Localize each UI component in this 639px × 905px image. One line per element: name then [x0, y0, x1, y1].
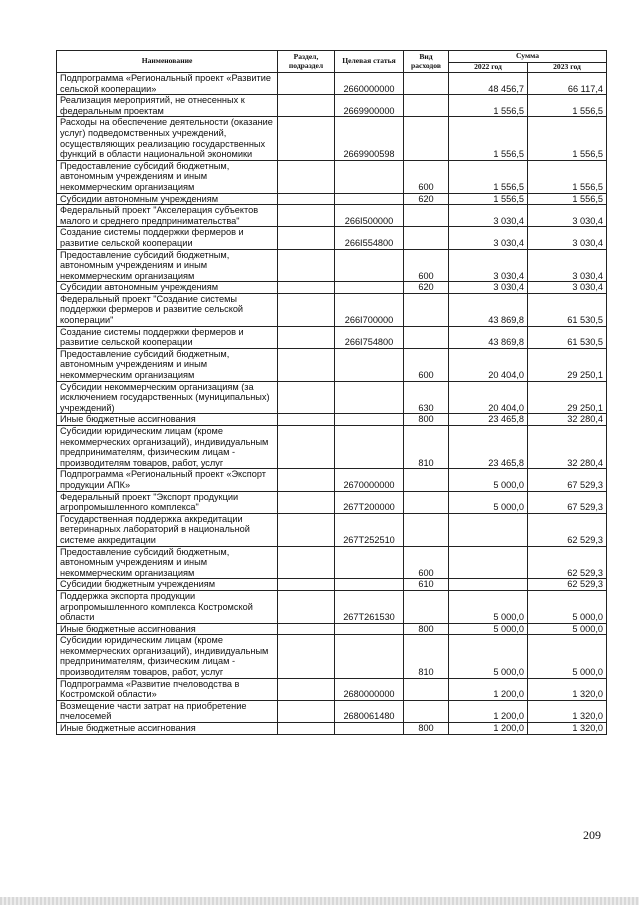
row-sum-2023: 5 000,0	[528, 590, 607, 623]
row-type: 800	[404, 623, 449, 635]
row-name: Иные бюджетные ассигнования	[57, 414, 278, 426]
row-section	[278, 700, 335, 722]
row-type: 800	[404, 723, 449, 735]
row-name: Иные бюджетные ассигнования	[57, 723, 278, 735]
row-name: Субсидии бюджетным учреждениям	[57, 579, 278, 591]
row-sum-2023: 61 530,5	[528, 293, 607, 326]
table-row	[57, 414, 607, 426]
table-row	[57, 73, 607, 95]
row-name: Иные бюджетные ассигнования	[57, 623, 278, 635]
row-sum-2022: 43 869,8	[449, 326, 528, 348]
row-type: 630	[404, 381, 449, 414]
row-sum-2023: 67 529,3	[528, 469, 607, 491]
row-type	[404, 678, 449, 700]
row-type: 610	[404, 579, 449, 591]
row-sum-2023: 1 556,5	[528, 160, 607, 193]
row-target	[335, 249, 404, 282]
page-number: 209	[583, 828, 601, 842]
row-section	[278, 73, 335, 95]
row-sum-2022: 5 000,0	[449, 635, 528, 678]
table-row	[57, 678, 607, 700]
row-sum-2022	[449, 579, 528, 591]
row-section	[278, 160, 335, 193]
row-sum-2023: 3 030,4	[528, 249, 607, 282]
row-sum-2023: 61 530,5	[528, 326, 607, 348]
row-sum-2023: 62 529,3	[528, 513, 607, 546]
row-type	[404, 469, 449, 491]
row-section	[278, 723, 335, 735]
row-section	[278, 579, 335, 591]
row-sum-2023: 1 320,0	[528, 723, 607, 735]
row-type: 600	[404, 160, 449, 193]
row-name: Федеральный проект "Акселерация субъектов малого и среднего предпринимательства"	[57, 205, 278, 227]
row-type	[404, 73, 449, 95]
row-type	[404, 205, 449, 227]
row-sum-2023: 5 000,0	[528, 623, 607, 635]
row-name: Федеральный проект "Экспорт продукции агропромышленного комплекса"	[57, 491, 278, 513]
row-sum-2022: 48 456,7	[449, 73, 528, 95]
row-name: Поддержка экспорта продукции агропромышленного комплекса Костромской области	[57, 590, 278, 623]
table-row	[57, 426, 607, 469]
row-sum-2023: 1 556,5	[528, 193, 607, 205]
header-target: Целевая статья	[335, 51, 404, 73]
table-row	[57, 700, 607, 722]
row-sum-2023: 66 117,4	[528, 73, 607, 95]
row-type: 810	[404, 426, 449, 469]
row-type: 620	[404, 193, 449, 205]
row-sum-2023: 1 320,0	[528, 678, 607, 700]
row-sum-2023: 3 030,4	[528, 205, 607, 227]
table-row	[57, 326, 607, 348]
row-target	[335, 546, 404, 579]
header-section: Раздел, подраздел	[278, 51, 335, 73]
row-sum-2022: 5 000,0	[449, 491, 528, 513]
row-target: 267T200000	[335, 491, 404, 513]
row-section	[278, 348, 335, 381]
table-row	[57, 579, 607, 591]
row-name: Расходы на обеспечение деятельности (оказание услуг) подведомственных учреждений, осуществляющих реализацию государственных функций в области национальной экономики	[57, 117, 278, 160]
row-sum-2022: 20 404,0	[449, 381, 528, 414]
row-sum-2022: 43 869,8	[449, 293, 528, 326]
table-row	[57, 95, 607, 117]
row-sum-2023: 32 280,4	[528, 426, 607, 469]
table-row	[57, 227, 607, 249]
row-target: 2670000000	[335, 469, 404, 491]
row-sum-2022: 1 556,5	[449, 193, 528, 205]
row-target	[335, 160, 404, 193]
row-type	[404, 491, 449, 513]
table-body	[57, 73, 607, 735]
row-type: 600	[404, 249, 449, 282]
row-section	[278, 193, 335, 205]
row-sum-2022: 23 465,8	[449, 414, 528, 426]
row-sum-2022: 1 200,0	[449, 678, 528, 700]
header-2022: 2022 год	[449, 63, 528, 73]
row-type: 810	[404, 635, 449, 678]
row-section	[278, 205, 335, 227]
row-section	[278, 117, 335, 160]
row-name: Субсидии некоммерческим организациям (за исключением государственных (муниципальных) учреждений)	[57, 381, 278, 414]
row-name: Создание системы поддержки фермеров и развитие сельской кооперации	[57, 326, 278, 348]
row-section	[278, 326, 335, 348]
row-sum-2023: 1 556,5	[528, 95, 607, 117]
row-section	[278, 546, 335, 579]
row-target	[335, 193, 404, 205]
row-sum-2023: 32 280,4	[528, 414, 607, 426]
row-target: 2680000000	[335, 678, 404, 700]
row-target: 2669900000	[335, 95, 404, 117]
table-row	[57, 546, 607, 579]
row-section	[278, 282, 335, 294]
row-section	[278, 469, 335, 491]
row-sum-2022: 23 465,8	[449, 426, 528, 469]
row-section	[278, 426, 335, 469]
table-row	[57, 623, 607, 635]
row-target: 266I500000	[335, 205, 404, 227]
budget-table	[56, 50, 607, 735]
table-row	[57, 160, 607, 193]
row-sum-2023: 1 320,0	[528, 700, 607, 722]
row-sum-2022: 1 200,0	[449, 700, 528, 722]
row-sum-2023: 67 529,3	[528, 491, 607, 513]
row-name: Предоставление субсидий бюджетным, автономным учреждениям и иным некоммерческим организациям	[57, 546, 278, 579]
row-section	[278, 249, 335, 282]
row-sum-2023: 62 529,3	[528, 546, 607, 579]
table-row	[57, 491, 607, 513]
row-section	[278, 381, 335, 414]
row-sum-2023: 62 529,3	[528, 579, 607, 591]
row-type: 600	[404, 348, 449, 381]
row-name: Подпрограмма «Развитие пчеловодства в Костромской области»	[57, 678, 278, 700]
row-target	[335, 579, 404, 591]
row-target	[335, 723, 404, 735]
row-section	[278, 635, 335, 678]
row-name: Создание системы поддержки фермеров и развитие сельской кооперации	[57, 227, 278, 249]
row-section	[278, 293, 335, 326]
row-section	[278, 513, 335, 546]
header-name: Наименование	[57, 51, 278, 73]
table-row	[57, 513, 607, 546]
row-name: Субсидии юридическим лицам (кроме некоммерческих организаций), индивидуальным предпринимателям, физическим лицам - производителям товаров, работ, услуг	[57, 635, 278, 678]
row-sum-2022: 1 556,5	[449, 160, 528, 193]
row-name: Подпрограмма «Региональный проект «Экспорт продукции АПК»	[57, 469, 278, 491]
table-row	[57, 205, 607, 227]
table-row	[57, 117, 607, 160]
row-type	[404, 326, 449, 348]
header-sum: Сумма	[449, 51, 607, 63]
row-sum-2023: 3 030,4	[528, 282, 607, 294]
row-type: 800	[404, 414, 449, 426]
row-section	[278, 678, 335, 700]
table-row	[57, 348, 607, 381]
row-type	[404, 590, 449, 623]
row-sum-2023: 3 030,4	[528, 227, 607, 249]
row-type: 620	[404, 282, 449, 294]
row-name: Предоставление субсидий бюджетным, автономным учреждениям и иным некоммерческим организациям	[57, 348, 278, 381]
row-sum-2022: 3 030,4	[449, 205, 528, 227]
row-sum-2023: 1 556,5	[528, 117, 607, 160]
row-sum-2023: 29 250,1	[528, 381, 607, 414]
row-type	[404, 117, 449, 160]
row-target: 267T252510	[335, 513, 404, 546]
row-target	[335, 282, 404, 294]
header-2023: 2023 год	[528, 63, 607, 73]
row-target	[335, 623, 404, 635]
row-type	[404, 227, 449, 249]
row-sum-2022: 5 000,0	[449, 590, 528, 623]
row-section	[278, 95, 335, 117]
row-target	[335, 635, 404, 678]
row-sum-2022: 3 030,4	[449, 249, 528, 282]
row-name: Субсидии автономным учреждениям	[57, 282, 278, 294]
row-target: 2660000000	[335, 73, 404, 95]
row-name: Реализация мероприятий, не отнесенных к федеральным проектам	[57, 95, 278, 117]
row-target: 2680061480	[335, 700, 404, 722]
row-section	[278, 623, 335, 635]
row-target	[335, 381, 404, 414]
table-header	[57, 51, 607, 73]
row-target	[335, 348, 404, 381]
row-target: 266I700000	[335, 293, 404, 326]
row-sum-2022: 3 030,4	[449, 227, 528, 249]
row-sum-2022: 3 030,4	[449, 282, 528, 294]
row-name: Возмещение части затрат на приобретение пчелосемей	[57, 700, 278, 722]
row-sum-2023: 5 000,0	[528, 635, 607, 678]
row-sum-2022	[449, 546, 528, 579]
row-type	[404, 95, 449, 117]
row-target	[335, 414, 404, 426]
row-section	[278, 227, 335, 249]
row-type	[404, 293, 449, 326]
table-row	[57, 590, 607, 623]
table-row	[57, 723, 607, 735]
row-section	[278, 590, 335, 623]
row-type	[404, 700, 449, 722]
row-target: 267T261530	[335, 590, 404, 623]
row-sum-2022: 1 200,0	[449, 723, 528, 735]
row-sum-2022	[449, 513, 528, 546]
row-sum-2022: 20 404,0	[449, 348, 528, 381]
table-row	[57, 635, 607, 678]
table-row	[57, 193, 607, 205]
table-row	[57, 469, 607, 491]
row-type: 600	[404, 546, 449, 579]
row-name: Подпрограмма «Региональный проект «Развитие сельской кооперации»	[57, 73, 278, 95]
row-type	[404, 513, 449, 546]
row-name: Субсидии автономным учреждениям	[57, 193, 278, 205]
row-sum-2022: 5 000,0	[449, 623, 528, 635]
row-section	[278, 491, 335, 513]
table-row	[57, 381, 607, 414]
row-name: Субсидии юридическим лицам (кроме некоммерческих организаций), индивидуальным предпринимателям, физическим лицам - производителям товаров, работ, услуг	[57, 426, 278, 469]
row-target: 266I554800	[335, 227, 404, 249]
row-target: 2669900598	[335, 117, 404, 160]
row-target	[335, 426, 404, 469]
table-row	[57, 249, 607, 282]
row-sum-2022: 5 000,0	[449, 469, 528, 491]
row-sum-2023: 29 250,1	[528, 348, 607, 381]
row-target: 266I754800	[335, 326, 404, 348]
row-sum-2022: 1 556,5	[449, 117, 528, 160]
row-sum-2022: 1 556,5	[449, 95, 528, 117]
row-name: Федеральный проект "Создание системы поддержки фермеров и развитие сельской кооперации"	[57, 293, 278, 326]
row-section	[278, 414, 335, 426]
row-name: Предоставление субсидий бюджетным, автономным учреждениям и иным некоммерческим организациям	[57, 249, 278, 282]
row-name: Предоставление субсидий бюджетным, автономным учреждениям и иным некоммерческим организациям	[57, 160, 278, 193]
scan-edge	[0, 897, 639, 905]
header-type: Вид расходов	[404, 51, 449, 73]
table-row	[57, 293, 607, 326]
table-row	[57, 282, 607, 294]
row-name: Государственная поддержка аккредитации ветеринарных лабораторий в национальной системе аккредитации	[57, 513, 278, 546]
